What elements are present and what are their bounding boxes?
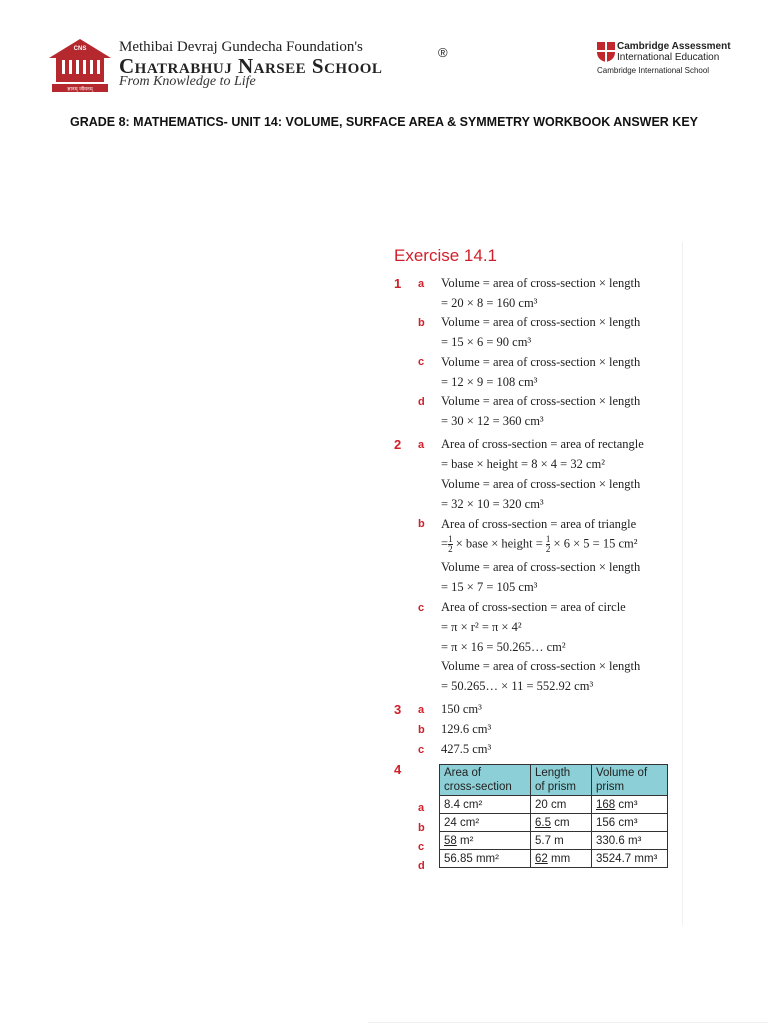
registered-mark: ® bbox=[438, 45, 448, 60]
question-4a-label: a bbox=[418, 802, 425, 814]
cambridge-title: Cambridge Assessment bbox=[617, 41, 731, 52]
row-c-area-unit: m² bbox=[456, 834, 474, 847]
q1a-line1: Volume = area of cross-section × length bbox=[441, 276, 641, 290]
q2c-line2: = π × r² = π × 4² bbox=[441, 620, 522, 634]
table-row bbox=[440, 850, 668, 868]
row-a-area: 8.4 cm² bbox=[440, 796, 531, 814]
header-area-line2: cross-section bbox=[444, 781, 512, 793]
question-number-1: 1 bbox=[394, 276, 402, 291]
page-divider bbox=[368, 1022, 768, 1023]
logo-text-bottom: ज्ञानम् जीवनम् bbox=[67, 86, 93, 92]
q3b-answer: 129.6 cm³ bbox=[441, 722, 492, 736]
question-4b-label: b bbox=[418, 822, 425, 834]
row-a-length: 20 cm bbox=[531, 796, 592, 814]
q2a-line2: = base × height = 8 × 4 = 32 cm² bbox=[441, 457, 605, 471]
q2c-line1: Area of cross-section = area of circle bbox=[441, 600, 626, 614]
row-d-area: 56.85 mm² bbox=[440, 850, 531, 868]
question-number-4: 4 bbox=[394, 762, 402, 777]
question-1d-label: d bbox=[418, 396, 425, 408]
question-2b-label: b bbox=[418, 518, 425, 530]
q2c-line5: = 50.265… × 11 = 552.92 cm³ bbox=[441, 679, 594, 693]
question-1b-label: b bbox=[418, 317, 425, 329]
q2b-line1: Area of cross-section = area of triangle bbox=[441, 517, 637, 531]
table-row bbox=[440, 814, 668, 832]
q1a-line2: = 20 × 8 = 160 cm³ bbox=[441, 296, 538, 310]
row-d-length-num: 62 bbox=[535, 852, 548, 865]
row-a-volume-unit: cm³ bbox=[615, 798, 638, 811]
fraction-denominator: 2 bbox=[448, 544, 453, 554]
q2b-line4: = 15 × 7 = 105 cm³ bbox=[441, 580, 538, 594]
school-logo-icon bbox=[48, 38, 112, 92]
document-title: GRADE 8: MATHEMATICS- UNIT 14: VOLUME, SURFACE AREA & SYMMETRY WORKBOOK ANSWER KEY bbox=[69, 115, 699, 129]
fraction-numerator-2: 1 bbox=[545, 534, 551, 544]
table-row bbox=[440, 796, 668, 814]
row-b-area: 24 cm² bbox=[440, 814, 531, 832]
question-3a-label: a bbox=[418, 704, 425, 716]
cambridge-school-label: Cambridge International School bbox=[597, 66, 710, 75]
row-b-length bbox=[531, 814, 592, 832]
q1c-line2: = 12 × 9 = 108 cm³ bbox=[441, 375, 538, 389]
q1d-line2: = 30 × 12 = 360 cm³ bbox=[441, 414, 544, 428]
q1d-line1: Volume = area of cross-section × length bbox=[441, 394, 641, 408]
q2c-line4: Volume = area of cross-section × length bbox=[441, 659, 641, 673]
question-4d-label: d bbox=[418, 860, 425, 872]
q2b-line2-mid: × base × height = bbox=[452, 536, 546, 551]
row-d-volume: 3524.7 mm³ bbox=[592, 850, 668, 868]
q1b-line2: = 15 × 6 = 90 cm³ bbox=[441, 335, 532, 349]
question-number-3: 3 bbox=[394, 702, 402, 717]
header-length bbox=[531, 765, 592, 796]
header-volume bbox=[592, 765, 668, 796]
table-header-row bbox=[440, 765, 668, 796]
question-1c-label: c bbox=[418, 356, 425, 368]
answer-page bbox=[368, 242, 683, 925]
q2a-line4: = 32 × 10 = 320 cm³ bbox=[441, 497, 544, 511]
logo-text-top: CNS bbox=[73, 46, 87, 52]
q2a-line3: Volume = area of cross-section × length bbox=[441, 477, 641, 491]
question-number-2: 2 bbox=[394, 437, 402, 452]
prism-table bbox=[439, 764, 668, 868]
school-name: Chatrabhuj Narsee School bbox=[119, 54, 383, 78]
row-c-area-num: 58 bbox=[444, 834, 457, 847]
header-length-line1: Length bbox=[535, 767, 571, 779]
row-c-volume: 330.6 m³ bbox=[592, 832, 668, 850]
q2b-line2 bbox=[441, 535, 637, 554]
row-a-volume-num: 168 bbox=[596, 798, 616, 811]
question-3b-label: b bbox=[418, 724, 425, 736]
question-4c-label: c bbox=[418, 841, 425, 853]
q3a-answer: 150 cm³ bbox=[441, 702, 482, 716]
question-3c-label: c bbox=[418, 744, 425, 756]
row-d-length bbox=[531, 850, 592, 868]
question-1a-label: a bbox=[418, 278, 425, 290]
header-area-line1: Area of bbox=[444, 767, 482, 779]
school-tagline: From Knowledge to Life bbox=[119, 74, 256, 89]
fraction-denominator-2: 2 bbox=[545, 544, 551, 554]
row-b-volume: 156 cm³ bbox=[592, 814, 668, 832]
question-2c-label: c bbox=[418, 602, 425, 614]
q1b-line1: Volume = area of cross-section × length bbox=[441, 315, 641, 329]
q2b-line2-post: × 6 × 5 = 15 cm² bbox=[550, 536, 638, 551]
row-d-length-unit: mm bbox=[547, 852, 571, 865]
question-2a-label: a bbox=[418, 439, 425, 451]
header-area bbox=[440, 765, 531, 796]
q2b-line3: Volume = area of cross-section × length bbox=[441, 560, 641, 574]
q2a-line1: Area of cross-section = area of rectangle bbox=[441, 437, 644, 451]
header-length-line2: of prism bbox=[535, 781, 576, 793]
q2c-line3: = π × 16 = 50.265… cm² bbox=[441, 640, 566, 654]
row-a-volume bbox=[592, 796, 668, 814]
header-volume-line2: prism bbox=[596, 781, 625, 793]
row-b-length-unit: cm bbox=[551, 816, 570, 829]
q2b-eq-sign: = bbox=[441, 536, 449, 551]
q1c-line1: Volume = area of cross-section × length bbox=[441, 355, 641, 369]
exercise-title: Exercise 14.1 bbox=[394, 246, 497, 265]
row-c-length: 5.7 m bbox=[531, 832, 592, 850]
row-c-area bbox=[440, 832, 531, 850]
row-b-length-num: 6.5 bbox=[535, 816, 551, 829]
header-volume-line1: Volume of bbox=[596, 767, 648, 779]
cambridge-shield-icon bbox=[596, 41, 616, 63]
foundation-name: Methibai Devraj Gundecha Foundation's bbox=[119, 39, 363, 55]
cambridge-subtitle: International Education bbox=[617, 52, 720, 63]
document-header bbox=[0, 0, 768, 100]
table-row bbox=[440, 832, 668, 850]
fraction-numerator: 1 bbox=[448, 534, 453, 544]
q3c-answer: 427.5 cm³ bbox=[441, 742, 492, 756]
